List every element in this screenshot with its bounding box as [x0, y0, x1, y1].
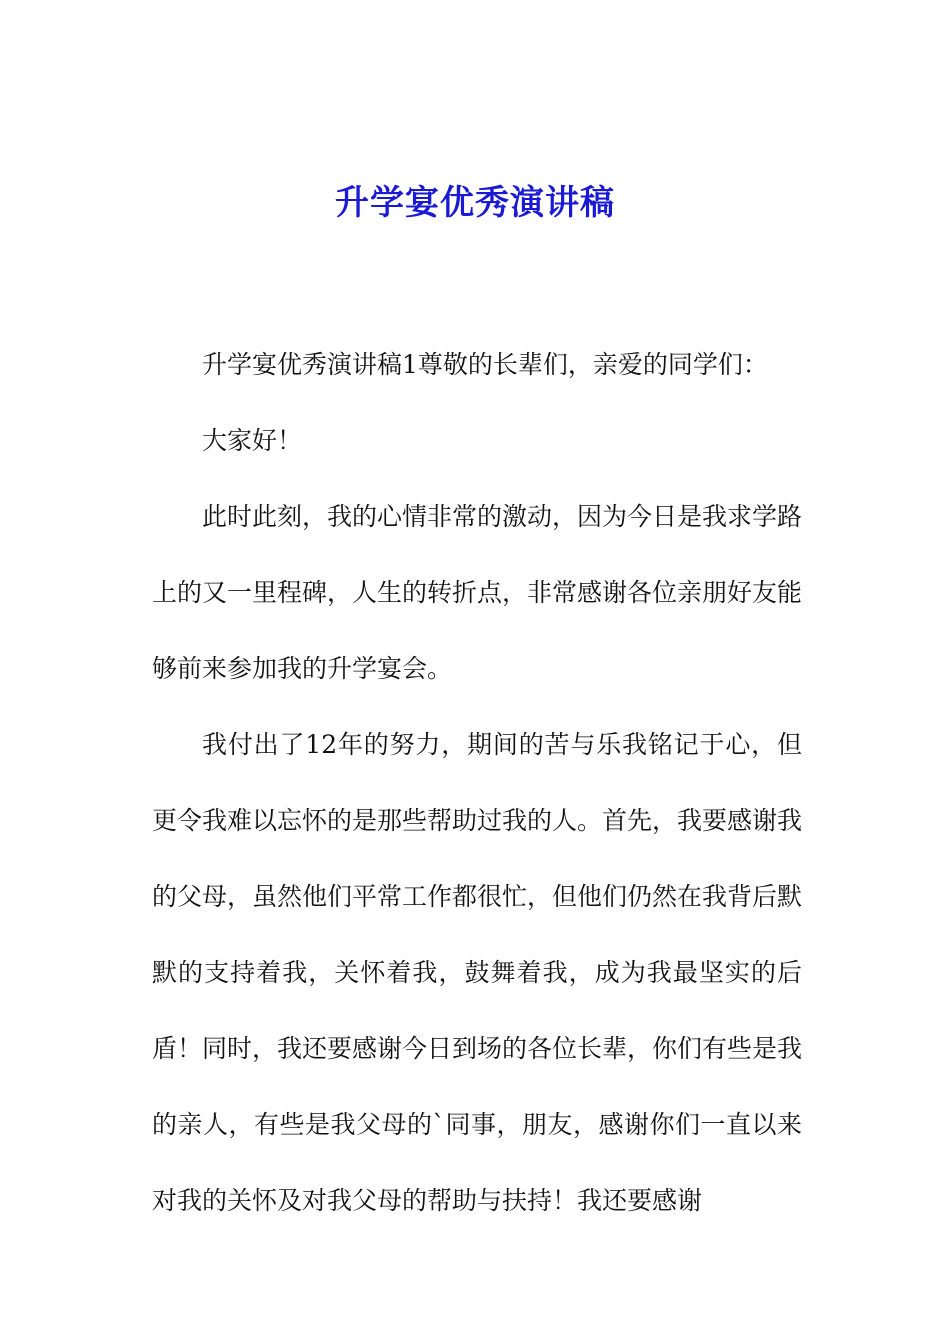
paragraph-hello: 大家好！ [202, 426, 303, 455]
document-body [152, 327, 802, 1239]
document-title: 升学宴优秀演讲稿 [335, 183, 615, 223]
paragraph-greeting: 升学宴优秀演讲稿1尊敬的长辈们，亲爱的同学们： [202, 350, 768, 379]
paragraph-thanks: 我付出了12年的努力，期间的苦与乐我铭记于心，但更令我难以忘怀的是那些帮助过我的人。首先，我要感谢我的父母，虽然他们平常工作都很忙，但他们仍然在我背后默默的支持着我，关怀着我，鼓舞着我，成为我最坚实的后盾！同时，我还要感谢今日到场的各位长辈，你们有些是我的亲人，有些是我父母的`同事，朋友，感谢你们一直以来对我的关怀及对我父母的帮助与扶持！我还要感谢 [152, 730, 803, 1215]
paragraph-emotion: 此时此刻，我的心情非常的激动，因为今日是我求学路上的又一里程碑，人生的转折点，非常感谢各位亲朋好友能够前来参加我的升学宴会。 [152, 502, 803, 683]
